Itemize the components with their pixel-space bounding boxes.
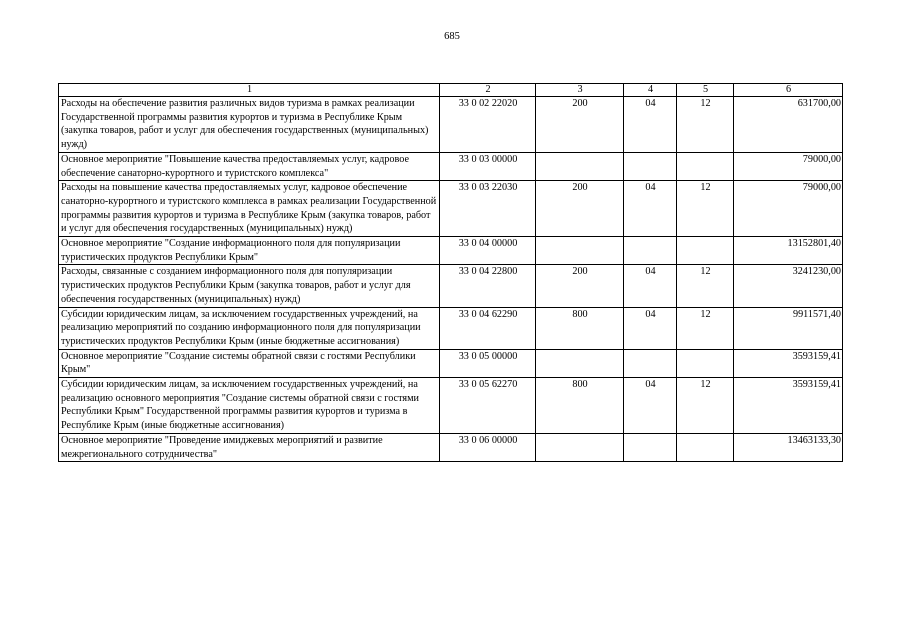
row-name: Расходы на повышение качества предоставляемых услуг, кадровое обеспечение санаторно-курортного и туристского комплекса в рамках реализации Государственной программы развития курортов и туризма в Республике Крым (закупка товаров, работ и услуг для обеспечения государственных (муниципальных) нужд) [59,181,440,237]
row-col4: 04 [624,97,677,153]
row-col3 [536,349,624,377]
table-row [59,181,843,237]
row-code: 33 0 04 00000 [440,237,536,265]
table-row [59,265,843,307]
row-col3 [536,152,624,180]
row-col4: 04 [624,265,677,307]
table-row [59,97,843,153]
row-code: 33 0 06 00000 [440,433,536,461]
row-code: 33 0 05 62270 [440,378,536,434]
row-name: Субсидии юридическим лицам, за исключением государственных учреждений, на реализацию мероприятий по созданию информационного поля для популяризации туристических продуктов Республики Крым (иные бюджетные ассигнования) [59,307,440,349]
page-number: 685 [444,31,460,42]
row-col3 [536,237,624,265]
row-col4: 04 [624,378,677,434]
row-name: Основное мероприятие "Повышение качества предоставляемых услуг, кадровое обеспечение санаторно-курортного и туристского комплекса" [59,152,440,180]
row-name: Расходы, связанные с созданием информационного поля для популяризации туристических продуктов Республики Крым (закупка товаров, работ и услуг для обеспечения государственных (муниципальных) нужд) [59,265,440,307]
row-name: Основное мероприятие "Создание информационного поля для популяризации туристических продуктов Республики Крым" [59,237,440,265]
row-name: Основное мероприятие "Создание системы обратной связи с гостями Республики Крым" [59,349,440,377]
row-col3: 200 [536,181,624,237]
row-name: Субсидии юридическим лицам, за исключением государственных учреждений, на реализацию основного мероприятия "Создание системы обратной связи с гостями Республики Крым" Государственной программы развития курортов и туризма в Республике Крым (иные бюджетные ассигнования) [59,378,440,434]
row-col4 [624,433,677,461]
row-col5 [677,349,734,377]
header-col-3: 3 [536,84,624,97]
row-col5 [677,152,734,180]
row-col5: 12 [677,307,734,349]
row-code: 33 0 03 00000 [440,152,536,180]
budget-table [58,83,843,462]
row-amount: 79000,00 [734,152,843,180]
row-col4: 04 [624,307,677,349]
row-amount: 79000,00 [734,181,843,237]
row-amount: 13152801,40 [734,237,843,265]
row-col3: 200 [536,265,624,307]
row-code: 33 0 02 22020 [440,97,536,153]
header-col-5: 5 [677,84,734,97]
row-name: Основное мероприятие "Проведение имиджевых мероприятий и развитие межрегионального сотрудничества" [59,433,440,461]
row-code: 33 0 05 00000 [440,349,536,377]
row-col3: 800 [536,378,624,434]
row-amount: 631700,00 [734,97,843,153]
row-col5: 12 [677,97,734,153]
row-amount: 3241230,00 [734,265,843,307]
row-code: 33 0 03 22030 [440,181,536,237]
row-col4 [624,349,677,377]
row-col3 [536,433,624,461]
header-col-4: 4 [624,84,677,97]
table-row [59,349,843,377]
row-amount: 9911571,40 [734,307,843,349]
header-col-6: 6 [734,84,843,97]
header-col-1: 1 [59,84,440,97]
table-row [59,307,843,349]
row-code: 33 0 04 62290 [440,307,536,349]
row-col5 [677,433,734,461]
row-name: Расходы на обеспечение развития различных видов туризма в рамках реализации Государственной программы развития курортов и туризма в Республике Крым (закупка товаров, работ и услуг для обеспечения государственных (муниципальных) нужд) [59,97,440,153]
table-row [59,433,843,461]
header-col-2: 2 [440,84,536,97]
row-col4 [624,152,677,180]
row-col3: 800 [536,307,624,349]
row-col5: 12 [677,181,734,237]
table-row [59,378,843,434]
row-col3: 200 [536,97,624,153]
row-col5: 12 [677,378,734,434]
table-row [59,237,843,265]
table-header-row [59,84,843,97]
row-amount: 13463133,30 [734,433,843,461]
row-code: 33 0 04 22800 [440,265,536,307]
row-amount: 3593159,41 [734,378,843,434]
row-col5 [677,237,734,265]
row-col5: 12 [677,265,734,307]
row-col4 [624,237,677,265]
row-amount: 3593159,41 [734,349,843,377]
row-col4: 04 [624,181,677,237]
table-row [59,152,843,180]
